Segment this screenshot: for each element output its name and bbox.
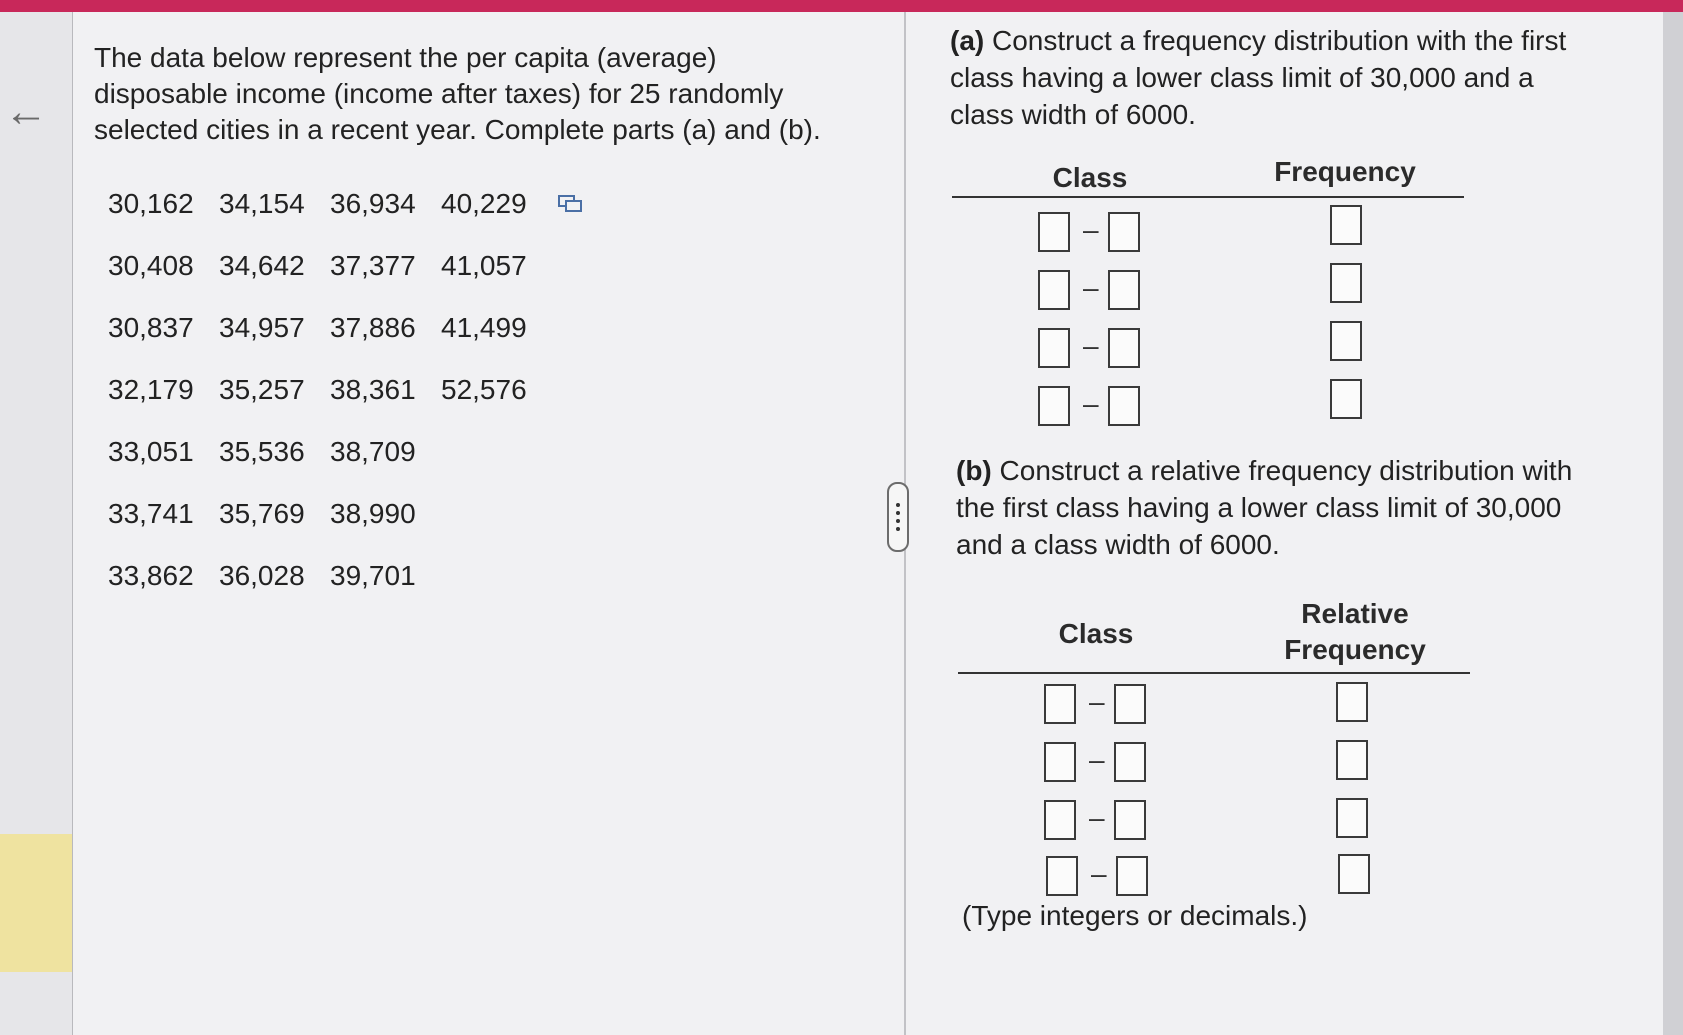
part-b-row-2-upper-input[interactable] — [1114, 742, 1146, 782]
question-line-2: disposable income (income after taxes) for 25 randomly — [94, 78, 784, 109]
range-dash: – — [1089, 802, 1105, 833]
part-b-line-2: the first class having a lower class limit of 30,000 — [956, 492, 1562, 523]
range-dash: – — [1083, 214, 1099, 245]
data-cell: 30,408 — [108, 250, 194, 281]
data-cell: 33,051 — [108, 436, 194, 467]
data-cell: 32,179 — [108, 374, 194, 405]
part-a-row-4-upper-input[interactable] — [1108, 386, 1140, 426]
part-a-line-1: Construct a frequency distribution with the first — [992, 25, 1567, 56]
top-accent-bar — [0, 0, 1683, 12]
part-a-row-2-lower-input[interactable] — [1038, 270, 1070, 310]
data-cell — [441, 496, 552, 532]
range-dash: – — [1083, 272, 1099, 303]
answer-format-note: (Type integers or decimals.) — [962, 900, 1308, 931]
question-text — [94, 40, 874, 148]
arrow-left-icon[interactable]: ← — [4, 87, 48, 136]
data-cell: 41,499 — [441, 312, 527, 343]
part-b-label: (b) — [956, 455, 992, 486]
data-cell: 35,536 — [219, 436, 305, 467]
question-line-1: The data below represent the per capita (average) — [94, 42, 717, 73]
part-b-row-4-relative-frequency-input[interactable] — [1338, 854, 1370, 894]
part-b-row-3-upper-input[interactable] — [1114, 800, 1146, 840]
part-b-text — [956, 452, 1636, 563]
part-a-line-3: class width of 6000. — [950, 99, 1196, 130]
data-cell: 36,028 — [219, 560, 305, 591]
data-cell: 38,361 — [330, 374, 416, 405]
part-a-row-1-frequency-input[interactable] — [1330, 205, 1362, 245]
data-cell: 35,769 — [219, 498, 305, 529]
part-b-row-3-relative-frequency-input[interactable] — [1336, 798, 1368, 838]
part-a-row-3-lower-input[interactable] — [1038, 328, 1070, 368]
data-cell: 30,162 — [108, 188, 194, 219]
part-b-header-line-1: Relative — [1301, 598, 1409, 629]
part-b-header-line-2: Frequency — [1284, 634, 1426, 665]
data-cell: 36,934 — [330, 188, 416, 219]
part-a-row-2-upper-input[interactable] — [1108, 270, 1140, 310]
part-a-header-rule — [952, 196, 1464, 198]
part-a-text — [950, 22, 1630, 133]
part-b-header-rule — [958, 672, 1470, 674]
data-cell: 38,990 — [330, 498, 416, 529]
part-b-row-1-lower-input[interactable] — [1044, 684, 1076, 724]
part-a-row-1-upper-input[interactable] — [1108, 212, 1140, 252]
data-cell: 34,642 — [219, 250, 305, 281]
part-a-row-1-lower-input[interactable] — [1038, 212, 1070, 252]
part-a-label: (a) — [950, 25, 985, 56]
part-a-row-2-frequency-input[interactable] — [1330, 263, 1362, 303]
part-b-row-2-relative-frequency-input[interactable] — [1336, 740, 1368, 780]
part-b-row-4-lower-input[interactable] — [1046, 856, 1078, 896]
data-cell: 34,957 — [219, 312, 305, 343]
data-cell: 37,377 — [330, 250, 416, 281]
part-b-relative-frequency-header — [1250, 596, 1460, 668]
question-line-3: selected cities in a recent year. Complete parts (a) and (b). — [94, 114, 821, 145]
part-a-frequency-header: Frequency — [1274, 156, 1416, 187]
part-a-row-4-frequency-input[interactable] — [1330, 379, 1362, 419]
resize-handle[interactable] — [887, 482, 909, 552]
part-b-row-1-upper-input[interactable] — [1114, 684, 1146, 724]
data-cell: 41,057 — [441, 250, 527, 281]
part-a-class-header: Class — [1052, 162, 1128, 193]
data-cell: 34,154 — [219, 188, 305, 219]
data-cell: 30,837 — [108, 312, 194, 343]
left-nav-panel — [0, 12, 73, 1035]
range-dash: – — [1089, 744, 1105, 775]
data-table — [108, 186, 552, 594]
range-dash: – — [1091, 858, 1107, 889]
part-a-row-3-upper-input[interactable] — [1108, 328, 1140, 368]
data-cell: 40,229 — [441, 188, 527, 219]
range-dash: – — [1089, 686, 1105, 717]
part-b-row-3-lower-input[interactable] — [1044, 800, 1076, 840]
data-cell: 33,862 — [108, 560, 194, 591]
part-b-row-4-upper-input[interactable] — [1116, 856, 1148, 896]
data-cell: 38,709 — [330, 436, 416, 467]
right-edge — [1663, 12, 1683, 1035]
data-cell — [441, 434, 552, 470]
data-cell — [441, 558, 552, 594]
data-cell: 35,257 — [219, 374, 305, 405]
part-b-line-1: Construct a relative frequency distribution with — [999, 455, 1573, 486]
data-cell: 37,886 — [330, 312, 416, 343]
highlight-strip — [0, 834, 72, 972]
data-cell: 33,741 — [108, 498, 194, 529]
data-cell: 39,701 — [330, 560, 416, 591]
data-cell: 52,576 — [441, 374, 527, 405]
range-dash: – — [1083, 330, 1099, 361]
part-b-line-3: and a class width of 6000. — [956, 529, 1280, 560]
part-a-row-3-frequency-input[interactable] — [1330, 321, 1362, 361]
copy-data-icon[interactable] — [558, 194, 582, 212]
part-a-line-2: class having a lower class limit of 30,000 and a — [950, 62, 1534, 93]
part-a-row-4-lower-input[interactable] — [1038, 386, 1070, 426]
part-b-row-2-lower-input[interactable] — [1044, 742, 1076, 782]
part-b-row-1-relative-frequency-input[interactable] — [1336, 682, 1368, 722]
part-b-class-header: Class — [1058, 618, 1134, 649]
range-dash: – — [1083, 388, 1099, 419]
